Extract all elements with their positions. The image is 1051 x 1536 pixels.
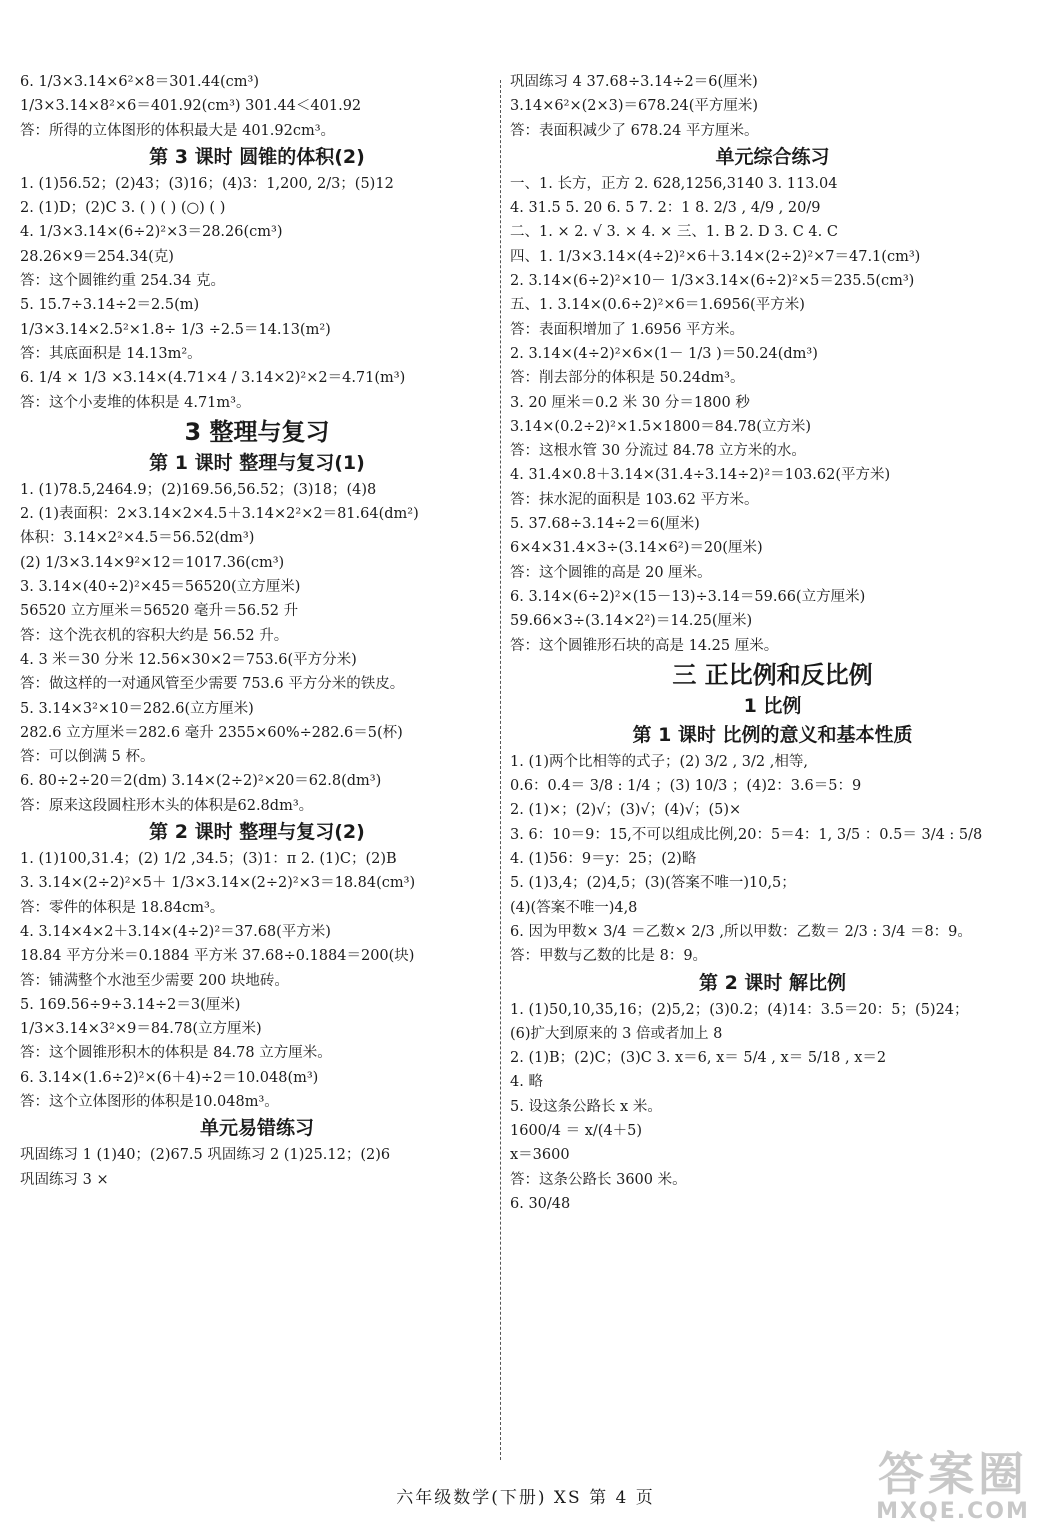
left-answer-line: 5. 169.56÷9÷3.14÷2＝3(厘米) bbox=[20, 996, 241, 1013]
left-answer-line: 28.26×9＝254.34(克) bbox=[20, 248, 174, 265]
watermark-logo bbox=[868, 1448, 1038, 1528]
right-answer-line: 答：这个圆锥的高是 20 厘米。 bbox=[510, 564, 712, 581]
right-answer-line: 5. 37.68÷3.14÷2＝6(厘米) bbox=[510, 516, 700, 533]
left-answer-line: 答：这个圆锥形积木的体积是 84.78 立方厘米。 bbox=[20, 1045, 332, 1062]
left-answer-line: 2. (1)D；(2)C 3. ( ) ( ) (○) ( ) bbox=[20, 200, 226, 217]
right-answer-line: 1. (1)两个比相等的式子；(2) 3/2 , 3/2 ,相等, bbox=[510, 753, 808, 770]
right-answer-line: 四、1. 1/3×3.14×(4÷2)²×6＋3.14×(2÷2)²×7＝47.1(cm³) bbox=[510, 248, 921, 265]
right-answer-line: 3. 6：10＝9：15,不可以组成比例,20：5＝4：1, 3/5 ：0.5＝ 3/4 : 5/8 bbox=[510, 826, 983, 843]
left-answer-line: 4. 3.14×4×2＋3.14×(4÷2)²＝37.68(平方米) bbox=[20, 923, 331, 940]
left-answer-line: 4. 1/3×3.14×(6÷2)²×3＝28.26(cm³) bbox=[20, 224, 283, 241]
right-answer-line: 答：这根水管 30 分流过 84.78 立方米的水。 bbox=[510, 443, 806, 460]
left-answer-line: 答：其底面积是 14.13m²。 bbox=[20, 345, 202, 362]
left-answer-line: 答：做这样的一对通风管至少需要 753.6 平方分米的铁皮。 bbox=[20, 676, 405, 693]
right-column bbox=[510, 70, 1035, 1216]
column-divider bbox=[500, 80, 501, 1460]
right-answer-line: 3.14×6²×(2×3)＝678.24(平方厘米) bbox=[510, 98, 759, 115]
right-answer-line: 2. 3.14×(4÷2)²×6×(1－ 1/3 )＝50.24(dm³) bbox=[510, 345, 818, 362]
watermark-main: 答案圈 bbox=[878, 1447, 1028, 1501]
right-answer-line: x＝3600 bbox=[510, 1147, 570, 1164]
right-answer-line: 二、1. × 2. √ 3. × 4. × 三、1. B 2. D 3. C 4. C bbox=[510, 224, 838, 241]
left-answer-line: 5. 3.14×3²×10＝282.6(立方厘米) bbox=[20, 700, 254, 717]
left-answer-line: 巩固练习 3 × bbox=[20, 1171, 109, 1188]
right-answer-line: 1. (1)50,10,35,16；(2)5,2；(3)0.2；(4)14：3.5＝20：5；(5)24； bbox=[510, 1001, 969, 1018]
left-answer-line: 体积：3.14×2²×4.5＝56.52(dm³) bbox=[20, 530, 255, 547]
right-answer-line: 答：表面积减少了 678.24 平方厘米。 bbox=[510, 122, 759, 139]
right-answer-line: 4. (1)56：9＝y：25；(2)略 bbox=[510, 851, 697, 868]
right-answer-line: 6. 30/48 bbox=[510, 1195, 571, 1212]
right-answer-line: 3.14×(0.2÷2)²×1.5×1800＝84.78(立方米) bbox=[510, 418, 812, 435]
left-answer-line: 答：可以倒满 5 杯。 bbox=[20, 749, 155, 766]
left-answer-line: 答：这个洗衣机的容积大约是 56.52 升。 bbox=[20, 627, 289, 644]
right-section-heading: 第 2 课时 解比例 bbox=[698, 971, 847, 994]
left-answer-line: 1. (1)56.52；(2)43；(3)16；(4)3：1,200, 2/3；(5)12 bbox=[20, 175, 394, 192]
right-answer-line: 一、1. 长方，正方 2. 628,1256,3140 3. 113.04 bbox=[510, 175, 838, 192]
watermark-sub: MXQE.COM bbox=[876, 1499, 1030, 1524]
right-answer-line: 1600/4 ＝ x/(4＋5) bbox=[510, 1122, 643, 1139]
left-answer-line: 6. 1/3×3.14×6²×8＝301.44(cm³) bbox=[20, 74, 260, 90]
right-section-heading: 第 1 课时 比例的意义和基本性质 bbox=[632, 723, 913, 746]
right-answer-line: 答：削去部分的体积是 50.24dm³。 bbox=[510, 370, 745, 387]
left-answer-line: 1. (1)78.5,2464.9；(2)169.56,56.52；(3)18；(4)8 bbox=[20, 481, 377, 498]
right-answer-line: 答：这个圆锥形石块的高是 14.25 厘米。 bbox=[510, 637, 779, 654]
left-answer-line: 56520 立方厘米＝56520 毫升＝56.52 升 bbox=[20, 603, 299, 620]
left-section-heading: 3 整理与复习 bbox=[184, 417, 330, 446]
left-answer-line: 4. 3 米＝30 分米 12.56×30×2＝753.6(平方分米) bbox=[20, 651, 357, 668]
left-answer-line: 1/3×3.14×3²×9＝84.78(立方厘米) bbox=[20, 1021, 262, 1038]
left-answer-line: 答：所得的立体图形的体积最大是 401.92cm³。 bbox=[20, 122, 336, 139]
left-answer-line: 1/3×3.14×8²×6＝401.92(cm³) 301.44＜401.92 bbox=[20, 98, 362, 115]
right-answer-line: 0.6：0.4＝ 3/8 : 1/4 ；(3) 10/3 ；(4)2：3.6＝5：9 bbox=[510, 778, 862, 795]
left-answer-line: (2) 1/3×3.14×9²×12＝1017.36(cm³) bbox=[20, 554, 285, 571]
right-answer-line: 3. 20 厘米＝0.2 米 30 分＝1800 秒 bbox=[510, 394, 750, 411]
right-answer-line: 4. 略 bbox=[510, 1074, 543, 1091]
right-answer-line: 6. 3.14×(6÷2)²×(15－13)÷3.14＝59.66(立方厘米) bbox=[510, 588, 866, 605]
left-answer-line: 答：铺满整个水池至少需要 200 块地砖。 bbox=[20, 972, 289, 989]
right-answer-line: 5. 设这条公路长 x 米。 bbox=[510, 1098, 662, 1115]
right-answer-line: 2. 3.14×(6÷2)²×10－ 1/3×3.14×(6÷2)²×5＝235.5(cm³) bbox=[510, 273, 915, 290]
left-column bbox=[20, 70, 494, 1192]
left-answer-line: 巩固练习 1 (1)40；(2)67.5 巩固练习 2 (1)25.12；(2)6 bbox=[20, 1147, 391, 1164]
right-answer-line: 五、1. 3.14×(0.6÷2)²×6＝1.6956(平方米) bbox=[510, 297, 805, 314]
right-section-heading: 1 比例 bbox=[743, 694, 802, 717]
left-answer-line: 5. 15.7÷3.14÷2＝2.5(m) bbox=[20, 297, 200, 314]
page-footer: 六年级数学(下册) XS 第 4 页 bbox=[396, 1488, 655, 1508]
left-answer-line: 答：原来这段圆柱形木头的体积是62.8dm³。 bbox=[20, 797, 314, 814]
right-answer-line: 6. 因为甲数× 3/4 ＝乙数× 2/3 ,所以甲数：乙数＝ 2/3 : 3/4 ＝8：9。 bbox=[510, 923, 972, 940]
left-answer-line: 答：零件的体积是 18.84cm³。 bbox=[20, 899, 225, 916]
left-section-heading: 第 2 课时 整理与复习(2) bbox=[149, 821, 365, 844]
right-answer-line: 4. 31.5 5. 20 6. 5 7. 2：1 8. 2/3 , 4/9 , 20/9 bbox=[510, 200, 821, 217]
right-answer-line: 答：这条公路长 3600 米。 bbox=[510, 1171, 687, 1188]
right-answer-line: (4)(答案不唯一)4,8 bbox=[510, 899, 638, 916]
right-answer-line: 答：表面积增加了 1.6956 平方米。 bbox=[510, 321, 744, 338]
left-answer-line: 18.84 平方分米＝0.1884 平方米 37.68÷0.1884＝200(块) bbox=[20, 948, 415, 965]
right-answer-line: 2. (1)×；(2)√；(3)√；(4)√；(5)× bbox=[510, 802, 742, 819]
left-answer-line: 6. 3.14×(1.6÷2)²×(6＋4)÷2＝10.048(m³) bbox=[20, 1069, 319, 1086]
left-answer-line: 3. 3.14×(2÷2)²×5＋ 1/3×3.14×(2÷2)²×3＝18.84(cm³) bbox=[20, 875, 416, 892]
left-answer-line: 282.6 立方厘米＝282.6 毫升 2355×60%÷282.6＝5(杯) bbox=[20, 724, 403, 741]
left-section-heading: 单元易错练习 bbox=[199, 1117, 314, 1140]
right-section-heading: 单元综合练习 bbox=[715, 145, 830, 168]
left-answer-line: 6. 1/4 × 1/3 ×3.14×(4.71×4 / 3.14×2)²×2＝4.71(m³) bbox=[20, 370, 406, 387]
right-answer-line: 答：抹水泥的面积是 103.62 平方米。 bbox=[510, 491, 759, 508]
right-answer-line: 巩固练习 4 37.68÷3.14÷2＝6(厘米) bbox=[510, 74, 758, 90]
right-section-heading: 三 正比例和反比例 bbox=[672, 660, 873, 689]
right-answer-line: 5. (1)3,4；(2)4,5；(3)(答案不唯一)10,5； bbox=[510, 875, 796, 892]
left-answer-line: 3. 3.14×(40÷2)²×45＝56520(立方厘米) bbox=[20, 579, 301, 596]
right-answer-line: 4. 31.4×0.8＋3.14×(31.4÷3.14÷2)²＝103.62(平方米) bbox=[510, 467, 891, 484]
left-answer-line: 6. 80÷2÷20＝2(dm) 3.14×(2÷2)²×20＝62.8(dm³) bbox=[20, 773, 382, 790]
left-answer-line: 1. (1)100,31.4；(2) 1/2 ,34.5；(3)1：π 2. (1)C；(2)B bbox=[20, 851, 397, 868]
right-answer-line: 答：甲数与乙数的比是 8：9。 bbox=[510, 948, 708, 965]
right-answer-line: 2. (1)B；(2)C；(3)C 3. x＝6, x＝ 5/4 , x＝ 5/18 , x＝2 bbox=[510, 1050, 887, 1067]
left-answer-line: 1/3×3.14×2.5²×1.8÷ 1/3 ÷2.5＝14.13(m²) bbox=[20, 321, 331, 338]
left-answer-line: 答：这个圆锥约重 254.34 克。 bbox=[20, 273, 225, 290]
right-answer-line: 6×4×31.4×3÷(3.14×6²)＝20(厘米) bbox=[510, 540, 763, 557]
left-answer-line: 答：这个小麦堆的体积是 4.71m³。 bbox=[20, 394, 251, 411]
left-answer-line: 2. (1)表面积：2×3.14×2×4.5＋3.14×2²×2＝81.64(dm²) bbox=[20, 506, 419, 523]
right-answer-line: (6)扩大到原来的 3 倍或者加上 8 bbox=[510, 1025, 723, 1042]
left-section-heading: 第 3 课时 圆锥的体积(2) bbox=[149, 145, 365, 168]
left-answer-line: 答：这个立体图形的体积是10.048m³。 bbox=[20, 1093, 279, 1110]
right-answer-line: 59.66×3÷(3.14×2²)＝14.25(厘米) bbox=[510, 613, 753, 630]
left-section-heading: 第 1 课时 整理与复习(1) bbox=[149, 451, 365, 474]
